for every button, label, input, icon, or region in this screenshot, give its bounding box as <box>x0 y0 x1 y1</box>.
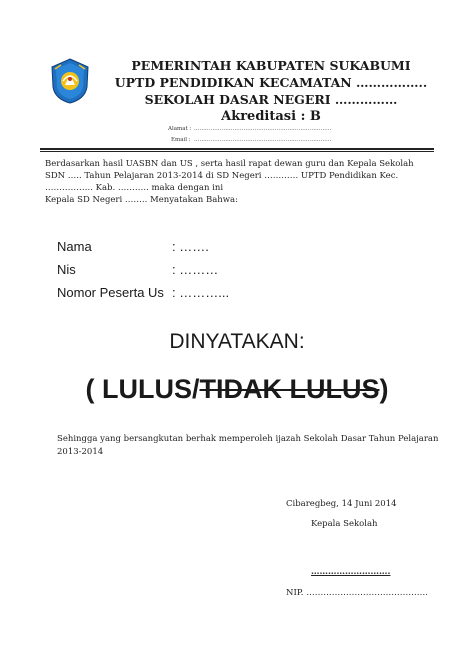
field-label-nama: Nama <box>57 239 92 254</box>
header-government: PEMERINTAH KABUPATEN SUKABUMI <box>131 58 411 73</box>
header-rule-thin <box>40 151 434 152</box>
header-uptd: UPTD PENDIDIKAN KECAMATAN …………….. <box>114 75 428 90</box>
field-value-nomor-peserta: : ………... <box>172 285 230 300</box>
signature-name-line: ………………………. <box>311 567 391 577</box>
address-label: Alamat : <box>168 126 192 132</box>
intro-line-4: Kepala SD Negeri …….. Menyatakan Bahwa: <box>45 195 238 205</box>
declaration-title: DINYATAKAN: <box>169 330 305 353</box>
signature-nip: NIP. ……………………………………. <box>286 588 428 598</box>
intro-line-3: …………….. Kab. ……….. maka dengan ini <box>45 183 224 193</box>
intro-line-2: SDN ….. Tahun Pelajaran 2013-2014 di SD Negeri ………… UPTD Pendidikan Kec. <box>45 171 399 181</box>
result-close-paren: ) <box>379 374 389 404</box>
field-label-nomor-peserta: Nomor Peserta Us <box>57 285 164 300</box>
header-accreditation: Akreditasi : B <box>221 109 321 124</box>
closing-line-2: 2013-2014 <box>57 447 104 457</box>
intro-line-1: Berdasarkan hasil UASBN dan US , serta hasil rapat dewan guru dan Kepala Sekolah <box>45 159 414 169</box>
field-label-nis: Nis <box>57 262 76 277</box>
field-value-nama: : ……. <box>172 239 209 254</box>
tut-wuri-handayani-logo-icon <box>47 57 93 105</box>
address-value: ………………………………………………………………… <box>194 126 332 132</box>
closing-line-1: Sehingga yang bersangkutan berhak memperoleh ijazah Sekolah Dasar Tahun Pelajaran <box>57 434 439 444</box>
result-tidak-lulus-struck: TIDAK LULUS <box>199 374 380 404</box>
signature-role: Kepala Sekolah <box>311 519 378 529</box>
header-rule-thick <box>40 148 434 150</box>
header-school: SEKOLAH DASAR NEGERI …………… <box>144 92 398 107</box>
signature-place-date: Cibaregbeg, 14 Juni 2014 <box>286 499 397 509</box>
result-lulus: ( LULUS/ <box>85 374 200 404</box>
declaration-result <box>0 374 474 405</box>
field-value-nis: : ……… <box>172 262 219 277</box>
email-value: ………………………………………………………………… <box>194 137 332 143</box>
email-label: Email : <box>171 137 191 143</box>
